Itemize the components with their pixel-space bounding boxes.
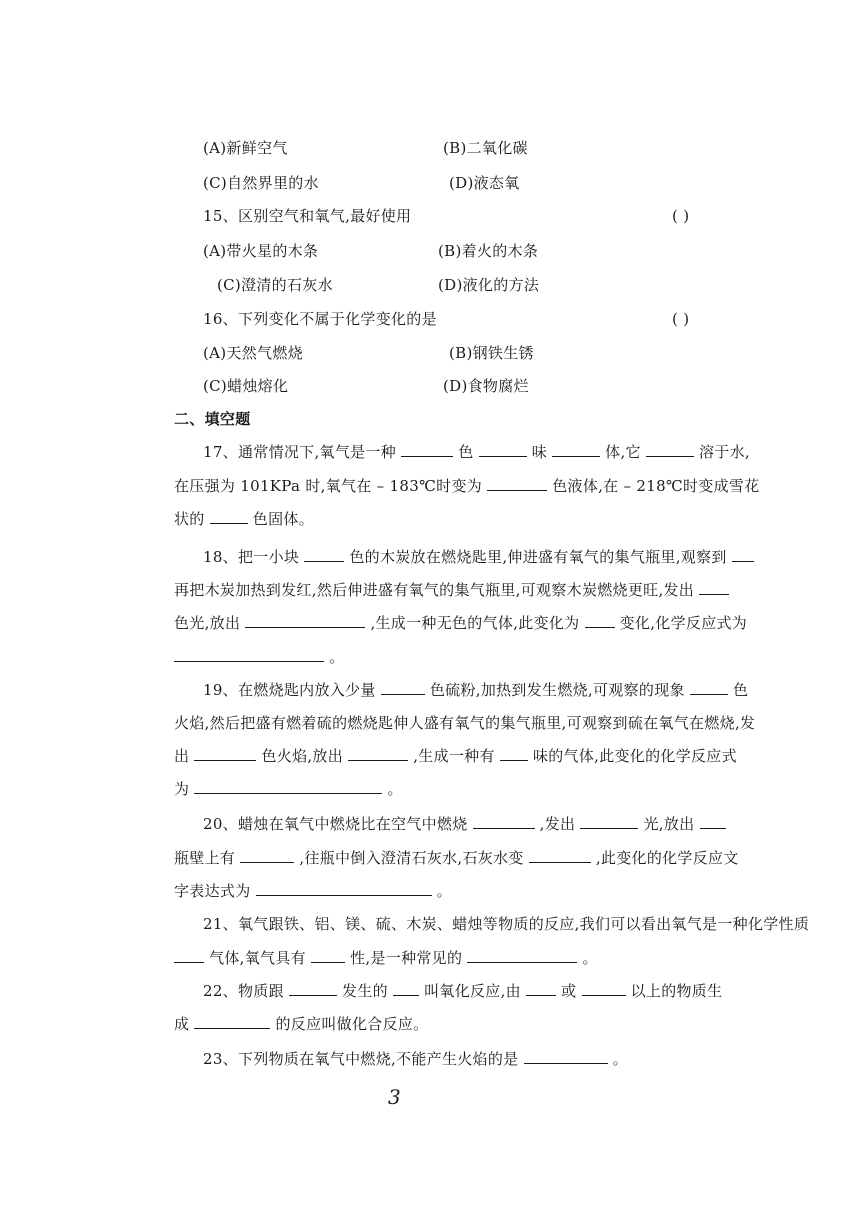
q17-text: 体,它: [605, 443, 641, 461]
q18-line-3: [174, 612, 747, 634]
q17-text: 状的: [174, 510, 205, 528]
q18-line-1: [203, 546, 754, 568]
q17-text: 色: [458, 443, 474, 461]
q19-text: 色: [732, 681, 749, 699]
q20-text: 瓶壁上有: [174, 849, 236, 867]
blank[interactable]: [585, 613, 615, 628]
q16-stem: 16、下列变化不属于化学变化的是: [203, 310, 437, 328]
q22-line-1: [203, 980, 722, 1002]
q20-text: 20、蜡烛在氧气中燃烧比在空气中燃烧: [203, 815, 468, 833]
blank[interactable]: [473, 814, 535, 829]
blank[interactable]: [256, 881, 432, 896]
q18-line-4: [174, 646, 344, 668]
q14-option-a: (A)新鲜空气: [203, 139, 288, 157]
q21-text: 21、氧气跟铁、铝、镁、硫、木炭、蜡烛等物质的反应,我们可以看出氧气是一种化学性质: [203, 915, 810, 933]
q20-text: ,往瓶中倒入澄清石灰水,石灰水变: [299, 849, 524, 867]
q16-option-c: (C)蜡烛熔化: [203, 377, 289, 395]
q22-text: 以上的物质生: [630, 982, 723, 1000]
q19-text: 色火焰,放出: [261, 747, 344, 765]
q22-line-2: [174, 1013, 428, 1035]
q17-text: 17、通常情况下,氧气是一种: [203, 443, 397, 461]
blank[interactable]: [552, 442, 600, 457]
section-title: 二、填空题: [174, 410, 251, 428]
q15-stem: 15、区别空气和氧气,最好使用: [203, 207, 412, 225]
q15-option-c: (C)澄清的石灰水: [217, 276, 333, 294]
page-number: 3: [388, 1085, 401, 1109]
q19-text: 为: [174, 780, 190, 798]
q18-text: 再把木炭加热到发红,然后伸进盛有氧气的集气瓶里,可观察木炭燃烧更旺,发出: [174, 581, 695, 599]
q22-text: 成: [174, 1015, 190, 1033]
q19-text: ,生成一种有: [413, 747, 495, 765]
q23-text: 23、下列物质在氧气中燃烧,不能产生火焰的是: [203, 1050, 519, 1068]
q15-option-a: (A)带火星的木条: [203, 242, 319, 260]
blank[interactable]: [304, 547, 344, 562]
blank[interactable]: [524, 1049, 608, 1064]
q20-text: ,此变化的化学反应文: [595, 849, 739, 867]
blank[interactable]: [194, 779, 382, 794]
q18-text: 18、把一小块: [203, 548, 300, 566]
blank[interactable]: [194, 746, 256, 761]
q19-text: 味的气体,此变化的化学反应式: [532, 747, 737, 765]
q23-line-1: [203, 1048, 628, 1070]
blank[interactable]: [487, 476, 547, 491]
q19-line-3: [174, 745, 737, 767]
blank[interactable]: [289, 981, 337, 996]
blank[interactable]: [194, 1014, 270, 1029]
blank[interactable]: [529, 848, 591, 863]
q21-text: 性,是一种常见的: [350, 949, 463, 967]
q17-line-3: [174, 508, 314, 530]
q18-text: 色光,放出: [174, 614, 241, 632]
blank[interactable]: [381, 680, 425, 695]
q19-line-2: [174, 712, 755, 734]
q18-text: 色的木炭放在燃烧匙里,伸进盛有氧气的集气瓶里,观察到: [349, 548, 727, 566]
q15-option-b: (B)着火的木条: [438, 242, 539, 260]
q17-text: 在压强为 101KPa 时,氧气在 – 183℃时变为: [174, 477, 483, 495]
blank[interactable]: [311, 948, 345, 963]
q20-text: 字表达式为: [174, 882, 251, 900]
blank[interactable]: [174, 647, 324, 662]
q20-line-2: [174, 847, 739, 869]
q19-text: 。: [387, 780, 403, 798]
q19-text: 火焰,然后把盛有燃着硫的燃烧匙伸人盛有氧气的集气瓶里,可观察到硫在氧气在燃烧,发: [174, 714, 756, 732]
q22-text: 22、物质跟: [203, 982, 284, 1000]
blank[interactable]: [690, 680, 728, 695]
q18-text: 。: [329, 648, 345, 666]
blank[interactable]: [467, 948, 577, 963]
q16-option-b: (B)钢铁生锈: [449, 344, 534, 362]
q20-text: ,发出: [539, 815, 576, 833]
q16-option-a: (A)天然气燃烧: [203, 344, 303, 362]
q20-line-3: [174, 880, 452, 902]
q22-text: 或: [561, 982, 577, 1000]
q17-text: 色固体。: [252, 510, 314, 528]
q19-text: 出: [174, 747, 190, 765]
q18-text: 变化,化学反应式为: [619, 614, 748, 632]
q14-option-c: (C)自然界里的水: [203, 174, 319, 192]
q18-text: ,生成一种无色的气体,此变化为: [370, 614, 580, 632]
blank[interactable]: [393, 981, 419, 996]
q19-text: 19、在燃烧匙内放入少量: [203, 681, 376, 699]
blank[interactable]: [646, 442, 694, 457]
blank[interactable]: [582, 981, 626, 996]
q22-text: 叫氧化反应,由: [424, 982, 521, 1000]
q16-answer-paren: ( ): [672, 310, 690, 328]
q14-option-d: (D)液态氧: [449, 174, 520, 192]
blank[interactable]: [700, 814, 726, 829]
q20-text: 。: [436, 882, 452, 900]
q19-line-1: [203, 679, 748, 701]
q21-text: 。: [582, 949, 598, 967]
q22-text: 发生的: [342, 982, 388, 1000]
blank[interactable]: [245, 613, 365, 628]
q14-option-b: (B)二氧化碳: [443, 139, 528, 157]
blank[interactable]: [526, 981, 556, 996]
q20-text: 光,放出: [643, 815, 695, 833]
blank[interactable]: [240, 848, 294, 863]
q19-text: 色硫粉,加热到发生燃烧,可观察的现象: [429, 681, 685, 699]
blank[interactable]: [174, 948, 204, 963]
q23-text: 。: [612, 1050, 628, 1068]
blank[interactable]: [479, 442, 527, 457]
blank[interactable]: [500, 746, 528, 761]
blank[interactable]: [580, 814, 638, 829]
q16-option-d: (D)食物腐烂: [443, 377, 529, 395]
blank[interactable]: [401, 442, 453, 457]
q17-text: 味: [531, 443, 547, 461]
q17-line-2: [174, 475, 760, 497]
q20-line-1: [203, 813, 726, 835]
blank[interactable]: [348, 746, 408, 761]
q22-text: 的反应叫做化合反应。: [275, 1015, 429, 1033]
q18-line-2: [174, 579, 729, 601]
q17-text: 色液体,在 – 218℃时变成雪花: [552, 477, 760, 495]
blank[interactable]: [210, 509, 248, 524]
q17-text: 溶于水,: [698, 443, 750, 461]
q21-line-1: [203, 913, 809, 935]
blank[interactable]: [699, 580, 729, 595]
q15-option-d: (D)液化的方法: [438, 276, 540, 294]
blank[interactable]: [732, 547, 754, 562]
q17-line-1: [203, 441, 750, 463]
q15-answer-paren: ( ): [672, 207, 690, 225]
q21-text: 气体,氧气具有: [209, 949, 306, 967]
q19-line-4: [174, 778, 403, 800]
q21-line-2: [174, 947, 598, 969]
